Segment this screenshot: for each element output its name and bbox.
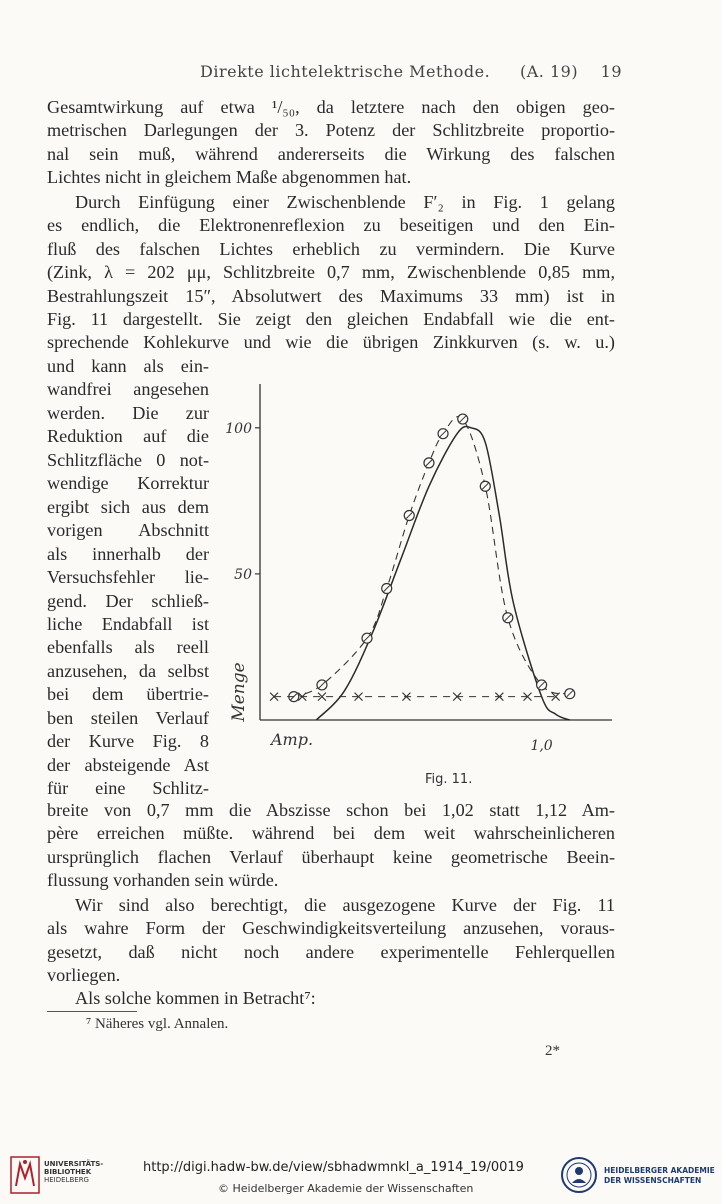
y-tick-label: 100 bbox=[225, 420, 252, 437]
text-line: vorliegen. bbox=[47, 965, 121, 986]
header-ref: (A. 19) bbox=[520, 62, 579, 81]
text-line: fluß des falschen Lichtes erheblich zu vermindern. Die Kurve bbox=[47, 238, 615, 259]
x-axis-label: Amp. bbox=[270, 730, 314, 749]
digitization-footer bbox=[0, 1148, 722, 1204]
text-line: ursprünglich flachen Verlauf überhaupt keine geometrische Beein- bbox=[47, 846, 615, 867]
signature-mark: 2* bbox=[545, 1043, 560, 1059]
academy-line-1: HEIDELBERGER AKADEMIE bbox=[604, 1166, 715, 1175]
text-line: breite von 0,7 mm die Abszisse schon bei 1,02 statt 1,12 Am- bbox=[47, 800, 615, 820]
text-line: Als solche kommen in Betracht⁷: bbox=[75, 988, 316, 1008]
figure-caption: Fig. 11. bbox=[425, 772, 473, 787]
uni-line-1: UNIVERSITÄTS- bbox=[44, 1160, 104, 1168]
copyright-notice: © Heidelberger Akademie der Wissenschaften bbox=[218, 1182, 474, 1195]
text-line: Wir sind also berechtigt, die ausgezogene Kurve der Fig. 11 bbox=[75, 895, 615, 915]
text-line: (Zink, λ = 202 μμ, Schlitzbreite 0,7 mm, Zwischenblende 0,85 mm, bbox=[47, 262, 615, 283]
academy-name bbox=[604, 1166, 715, 1186]
paragraph-1 bbox=[47, 96, 615, 190]
university-library-logo-icon bbox=[10, 1156, 40, 1194]
text-line: sprechende Kohlekurve und wie die übrigen Zinkkurven (s. w. u.) bbox=[47, 332, 615, 353]
text-line: als wahre Form der Geschwindigkeitsverteilung anzusehen, voraus- bbox=[47, 918, 615, 939]
footnote-rule bbox=[47, 1011, 137, 1012]
page-number: 19 bbox=[600, 62, 622, 81]
text-line: gend. Der schließ- bbox=[47, 590, 209, 611]
header-title: Direkte lichtelektrische Methode. bbox=[200, 62, 491, 81]
x-tick-label: 1,0 bbox=[530, 738, 553, 754]
text-line: wendige Korrektur bbox=[47, 473, 209, 494]
paragraph-4 bbox=[47, 894, 615, 988]
text-line: der Kurve Fig. 8 bbox=[47, 731, 209, 752]
text-line: Gesamtwirkung auf etwa ¹/₅₀, da letztere nach den obigen geo- bbox=[47, 97, 615, 117]
y-axis-label: Menge bbox=[229, 662, 249, 722]
solid-curve bbox=[316, 426, 569, 720]
text-line: flussung vorhanden sein würde. bbox=[47, 870, 279, 891]
text-line: Lichtes nicht in gleichem Maße abgenommen hat. bbox=[47, 167, 412, 188]
paragraph-5 bbox=[47, 987, 615, 1010]
footnote: ⁷ Näheres vgl. Annalen. bbox=[86, 1016, 229, 1032]
uni-line-3: HEIDELBERG bbox=[44, 1176, 89, 1184]
text-line: und kann als ein- bbox=[47, 356, 209, 376]
university-library-name bbox=[44, 1160, 114, 1184]
figure-11-plot bbox=[214, 372, 614, 792]
text-line: ebenfalls als reell bbox=[47, 637, 209, 658]
text-line: père erreichen müßte. während bei dem weit wahrscheinlicheren bbox=[47, 823, 615, 844]
wrapped-text-column bbox=[47, 355, 209, 801]
text-line: vorigen Abschnitt bbox=[47, 520, 209, 541]
text-line: Fig. 11 dargestellt. Sie zeigt den gleichen Endabfall wie die ent- bbox=[47, 309, 615, 330]
academy-line-2: DER WISSENSCHAFTEN bbox=[604, 1176, 702, 1185]
permalink-url[interactable]: http://digi.hadw-bw.de/view/sbhadwmnkl_a_1914_19/0019 bbox=[143, 1160, 524, 1175]
text-line: Schlitzfläche 0 not- bbox=[47, 449, 209, 470]
y-tick-label: 50 bbox=[234, 566, 252, 583]
text-line: Reduktion auf die bbox=[47, 426, 209, 447]
paragraph-3 bbox=[47, 799, 615, 893]
academy-seal-icon bbox=[560, 1156, 598, 1194]
text-line: liche Endabfall ist bbox=[47, 613, 209, 634]
text-line: bei dem übertrie- bbox=[47, 684, 209, 705]
plot-series bbox=[270, 414, 575, 720]
text-line: es endlich, die Elektronenreflexion zu beseitigen und den Ein- bbox=[47, 215, 615, 236]
text-line: metrischen Darlegungen der 3. Potenz der Schlitzbreite proportio- bbox=[47, 120, 615, 141]
text-line: werden. Die zur bbox=[47, 402, 209, 423]
running-header bbox=[200, 62, 622, 86]
text-line: für eine Schlitz- bbox=[47, 778, 209, 799]
text-line: Bestrahlungszeit 15″, Absolutwert des Maximums 33 mm) ist in bbox=[47, 285, 615, 306]
text-line: der absteigende Ast bbox=[47, 754, 209, 775]
figure-11 bbox=[214, 372, 614, 792]
uni-line-2: BIBLIOTHEK bbox=[44, 1168, 92, 1176]
text-line: Durch Einfügung einer Zwischenblende F′₂ in Fig. 1 gelang bbox=[75, 192, 615, 212]
text-line: wandfrei angesehen bbox=[47, 379, 209, 400]
text-line: Versuchsfehler lie- bbox=[47, 567, 209, 588]
text-line: nal sein muß, während andererseits die Wirkung des falschen bbox=[47, 143, 615, 164]
text-line: anzusehen, da selbst bbox=[47, 660, 209, 681]
text-line: als innerhalb der bbox=[47, 543, 209, 564]
paragraph-2 bbox=[47, 191, 615, 355]
text-line: gesetzt, daß nicht noch andere experimentelle Fehlerquellen bbox=[47, 941, 615, 962]
text-line: ergibt sich aus dem bbox=[47, 496, 209, 517]
text-line: ben steilen Verlauf bbox=[47, 707, 209, 728]
